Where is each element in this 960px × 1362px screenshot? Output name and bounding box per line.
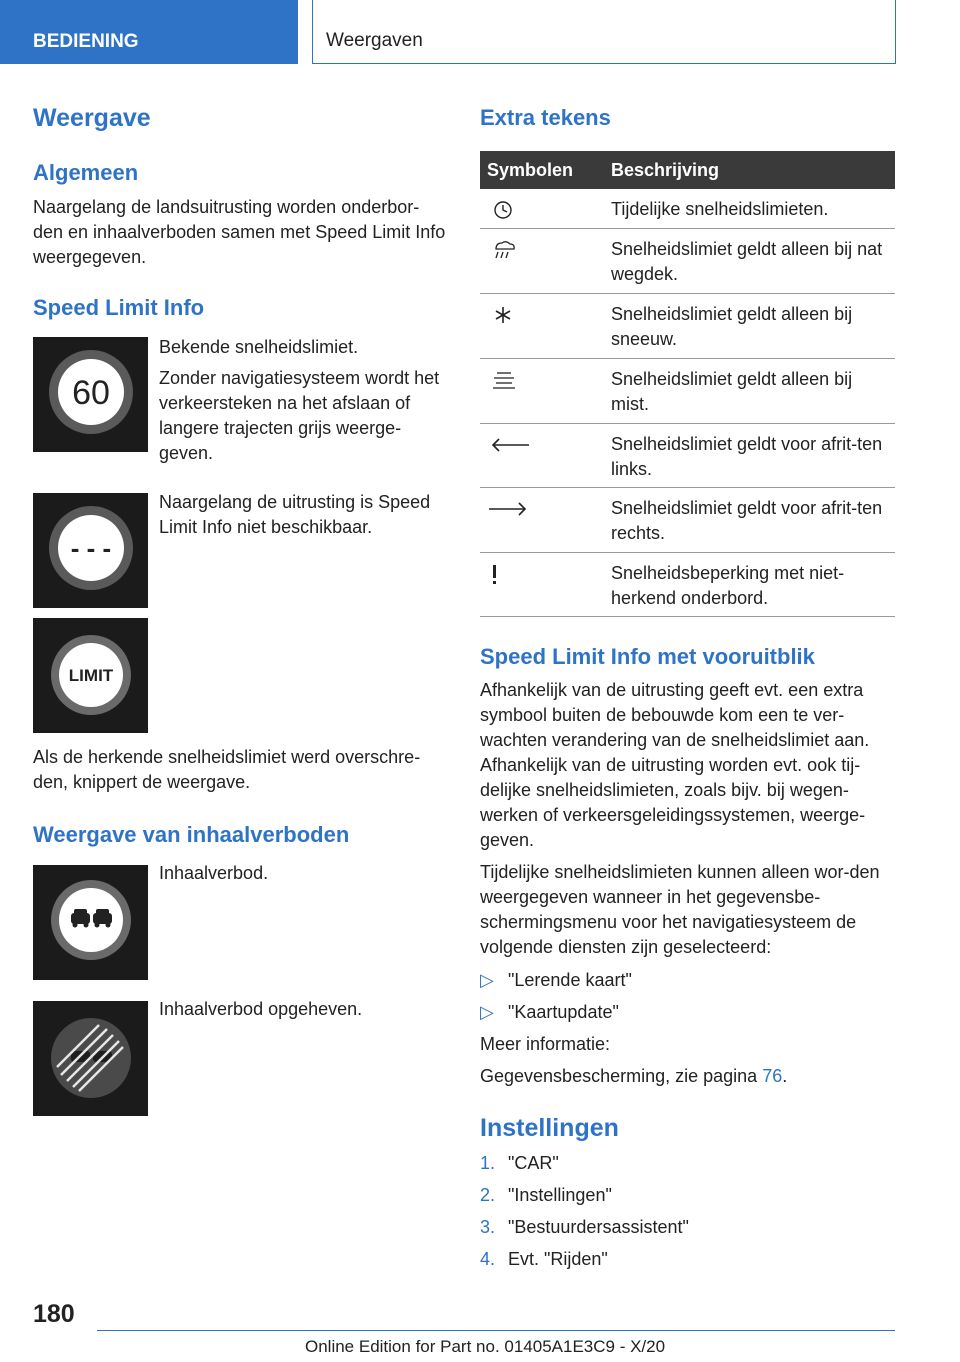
heading-preview: Speed Limit Info met vooruitblik — [480, 644, 815, 669]
table-row — [480, 424, 895, 488]
sign-limit-label: LIMIT — [68, 666, 114, 685]
exclamation-icon — [484, 563, 524, 585]
heading-overtaking: Weergave van inhaalverboden — [33, 822, 350, 847]
step-number: 1. — [480, 1153, 496, 1173]
no-navigation-text: Zonder navigatiesysteem wordt het verkeersteken na het afslaan of langere trajecten grijs weerge-geven. — [159, 368, 440, 463]
heading-settings: Instellingen — [480, 1114, 619, 1142]
speed-limit-limit-sign — [33, 618, 148, 733]
rain-icon — [484, 239, 524, 261]
step-number: 3. — [480, 1217, 496, 1237]
table-cell-desc: Snelheidslimiet geldt voor afrit-ten rechts. — [611, 498, 883, 543]
section-tab — [0, 0, 298, 64]
step-number: 4. — [480, 1249, 496, 1269]
heading-extra-signs: Extra tekens — [480, 105, 611, 130]
list-item — [480, 968, 632, 993]
step-text: "Bestuurdersassistent" — [508, 1217, 689, 1237]
step-number: 2. — [480, 1185, 496, 1205]
table-row — [480, 294, 895, 359]
speed-limit-known-text: Bekende snelheidslimiet. — [159, 337, 359, 357]
col-symbols: Symbolen — [487, 160, 574, 180]
sign-60-label: 60 — [72, 374, 110, 412]
footer-edition: Online Edition for Part no. 01405A1E3C9 - X/20 — [305, 1337, 666, 1356]
privacy-reference — [480, 1064, 895, 1089]
extra-signs-table — [480, 151, 895, 617]
table-row — [480, 488, 895, 553]
no-overtaking-lifted-text: Inhaalverbod opgeheven. — [159, 999, 363, 1019]
fog-icon — [484, 369, 524, 391]
end-no-overtaking-sign — [33, 1001, 148, 1116]
more-info-label: Meer informatie: — [480, 1034, 611, 1054]
table-cell-desc: Snelheidslimiet geldt alleen bij mist. — [611, 369, 853, 414]
arrow-left-icon — [484, 434, 534, 456]
reference-end: . — [782, 1066, 788, 1086]
footer-divider — [97, 1330, 895, 1331]
table-header — [480, 151, 895, 189]
reference-text: Gegevensbescherming, zie pagina — [480, 1066, 763, 1086]
arrow-right-icon — [484, 498, 534, 520]
bullet-text: "Lerende kaart" — [508, 970, 632, 990]
table-row — [480, 229, 895, 294]
preview-text-1: Afhankelijk van de uitrusting geeft evt. een extra symbool buiten de bebouwde kom een te ver-wachten verandering van de snelheidslimiet aan. Afhankelijk van de uitrusting worden evt. ook tij-delijke snelheidslimieten, zoals bijv. bij wegen-werken of verkeersgeleidingssystemen, weerge-geven. — [480, 680, 870, 850]
page-title: Weergave — [33, 104, 151, 132]
not-available-text: Naargelang de uitrusting is Speed Limit Info niet beschikbaar. — [159, 492, 431, 537]
table-row — [480, 553, 895, 617]
speed-limit-unavailable-sign — [33, 493, 148, 608]
heading-speed-limit-info: Speed Limit Info — [33, 295, 205, 320]
bullet-text: "Kaartupdate" — [508, 1002, 619, 1022]
step-text: "CAR" — [508, 1153, 559, 1173]
step-item — [480, 1215, 689, 1240]
table-row — [480, 359, 895, 424]
col-description: Beschrijving — [611, 160, 720, 180]
table-cell-desc: Snelheidslimiet geldt alleen bij sneeuw. — [611, 304, 853, 349]
clock-icon — [484, 199, 524, 221]
no-overtaking-text: Inhaalverbod. — [159, 863, 269, 883]
page-76-link[interactable]: 76 — [762, 1066, 783, 1086]
step-item — [480, 1247, 608, 1272]
table-row — [480, 189, 895, 229]
sign-dashes-label: - - - — [70, 533, 112, 563]
subsection-tab — [312, 0, 896, 64]
heading-general: Algemeen — [33, 160, 139, 185]
subsection-title: Weergaven — [326, 30, 423, 51]
table-cell-desc: Snelheidslimiet geldt voor afrit-ten links. — [611, 434, 883, 479]
step-text: "Instellingen" — [508, 1185, 612, 1205]
table-cell-desc: Tijdelijke snelheidslimieten. — [611, 199, 829, 219]
preview-text-2: Tijdelijke snelheidslimieten kunnen alleen wor-den weergegeven wanneer in het gegevensbe-schermingsmenu voor het navigatiesysteem de volgende diensten zijn geselecteerd: — [480, 862, 880, 957]
step-item — [480, 1151, 559, 1176]
table-cell-desc: Snelheidslimiet geldt alleen bij nat wegdek. — [611, 239, 883, 284]
bullet-triangle-icon: ▷ — [480, 1002, 494, 1022]
step-item — [480, 1183, 612, 1208]
speed-limit-60-sign — [33, 337, 148, 452]
table-cell-desc: Snelheidsbeperking met niet-herkend onderbord. — [611, 563, 845, 608]
page-number: 180 — [33, 1300, 75, 1328]
list-item — [480, 1000, 619, 1025]
bullet-triangle-icon: ▷ — [480, 970, 494, 990]
general-text: Naargelang de landsuitrusting worden onderbor-den en inhaalverboden samen met Speed Limit Info weergegeven. — [33, 197, 446, 267]
exceeded-text: Als de herkende snelheidslimiet werd overschre-den, knippert de weergave. — [33, 747, 421, 792]
no-overtaking-sign — [33, 865, 148, 980]
step-text: Evt. "Rijden" — [508, 1249, 608, 1269]
section-title: BEDIENING — [33, 31, 139, 52]
snowflake-icon — [484, 304, 524, 326]
